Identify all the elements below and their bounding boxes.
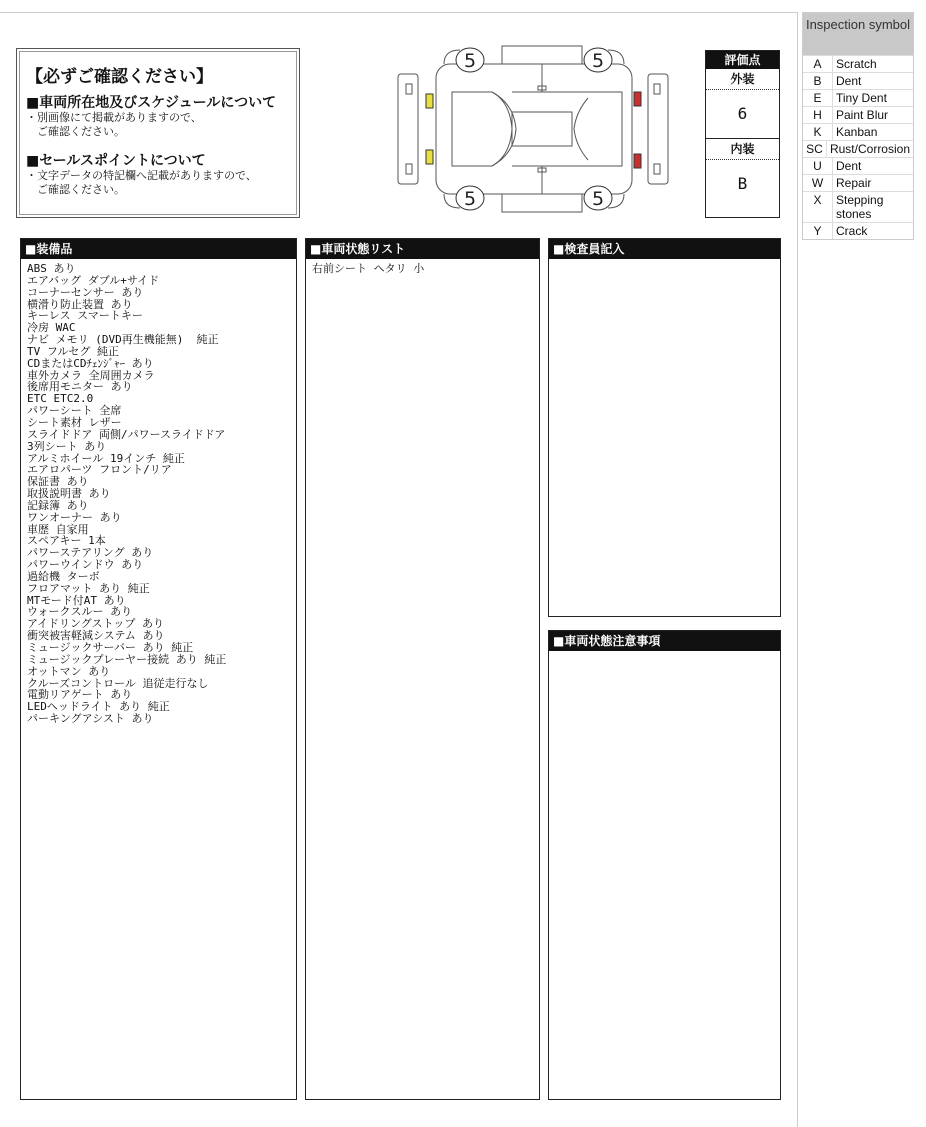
equipment-item: ABS あり xyxy=(27,262,76,275)
equipment-item: パーキングアシスト あり xyxy=(27,712,154,726)
equipment-item: パワーシート 全席 xyxy=(27,404,122,418)
legend-code: U xyxy=(803,158,833,174)
car-rear-bumper xyxy=(648,74,668,184)
legend-rows xyxy=(803,55,913,239)
legend-row xyxy=(803,123,913,140)
legend-code: SC xyxy=(803,141,827,157)
equipment-item: 記録簿 あり xyxy=(27,498,89,512)
legend-code: H xyxy=(803,107,833,123)
notice-inner xyxy=(19,51,297,215)
legend-label: Stepping stones xyxy=(836,193,884,221)
equipment-item: コーナーセンサー あり xyxy=(27,285,144,299)
equipment-item: 横滑り防止装置 あり xyxy=(27,297,133,311)
exterior-label: 外装 xyxy=(706,69,779,90)
damage-mark-4: 5 xyxy=(591,188,605,210)
legend-code: A xyxy=(803,56,833,72)
equipment-item: 取扱説明書 あり xyxy=(27,487,111,501)
legend-row xyxy=(803,174,913,191)
inspection-symbol-legend xyxy=(802,12,914,240)
legend-code: E xyxy=(803,90,833,106)
equipment-item: 保証書 あり xyxy=(27,475,89,489)
equipment-item: エアロパーツ フロント/リア xyxy=(27,463,172,477)
caution-header: ■車両状態注意事項 xyxy=(549,631,780,651)
legend-code: X xyxy=(803,192,833,222)
car-body-outline xyxy=(436,64,632,194)
car-front-detail-bottom xyxy=(406,164,412,174)
car-front-detail-top xyxy=(406,84,412,94)
equipment-item: フロアマット あり 純正 xyxy=(27,581,150,595)
equipment-item: エアバッグ ダブル+サイド xyxy=(27,273,160,287)
equipment-item: ワンオーナー あり xyxy=(27,510,122,524)
interior-grade: B xyxy=(737,174,748,193)
notice-title: 【必ずご確認ください】 xyxy=(26,67,213,87)
car-rear-deck xyxy=(588,92,622,166)
notice-salespoint-heading: ■セールスポイントについて xyxy=(26,153,206,169)
equipment-item: パワーウインドウ あり xyxy=(27,558,144,572)
equipment-item: ミュージックサーバー あり 純正 xyxy=(27,641,194,654)
legend-label: Dent xyxy=(836,74,862,88)
notice-location-line1: ・別画像にて掲載がありますので、 xyxy=(26,111,202,124)
front-right-light-marker xyxy=(426,150,433,164)
equipment-item: ミュージックプレーヤー接続 あり 純正 xyxy=(27,652,227,666)
equipment-panel xyxy=(20,238,297,1100)
condition-list xyxy=(306,259,539,279)
equipment-item: ETC ETC2.0 xyxy=(27,392,94,406)
equipment-item: TV フルセグ 純正 xyxy=(27,344,120,358)
legend-label: Dent xyxy=(836,159,862,173)
equipment-item: 車外カメラ 全周囲カメラ xyxy=(27,368,155,382)
equipment-item: キーレス スマートキー xyxy=(27,309,143,323)
legend-label: Repair xyxy=(836,176,872,190)
legend-row xyxy=(803,55,913,72)
car-roof-top-panel xyxy=(502,46,582,64)
inspector-notes-panel xyxy=(548,238,781,617)
legend-header: Inspection symbol xyxy=(803,13,913,55)
equipment-item: クルーズコントロール 追従走行なし xyxy=(27,676,209,690)
equipment-item: CDまたはCDﾁｪﾝｼﾞｬｰ あり xyxy=(27,356,154,370)
front-left-light-marker xyxy=(426,94,433,108)
equipment-item: 過給機 ターボ xyxy=(27,569,100,583)
legend-label: Crack xyxy=(836,224,868,238)
legend-row xyxy=(803,140,913,157)
damage-mark-1: 5 xyxy=(463,50,477,72)
rating-box xyxy=(705,50,780,218)
notice-location-line2: ご確認ください。 xyxy=(26,125,125,138)
equipment-header: ■装備品 xyxy=(21,239,296,259)
equipment-item: スペアキー 1本 xyxy=(27,534,106,548)
rating-header: 評価点 xyxy=(706,51,779,69)
equipment-item: ナビ メモリ (DVD再生機能無) 純正 xyxy=(27,333,219,347)
equipment-item: アイドリングストップ あり xyxy=(27,617,164,631)
legend-row xyxy=(803,106,913,123)
notice-location-heading: ■車両所在地及びスケジュールについて xyxy=(26,95,277,111)
legend-row xyxy=(803,157,913,174)
equipment-item: MTモード付AT あり xyxy=(27,593,126,607)
notice-salespoint-line2: ご確認ください。 xyxy=(26,183,125,196)
condition-list-header: ■車両状態リスト xyxy=(306,239,539,259)
legend-code: Y xyxy=(803,223,833,239)
equipment-item: 冷房 WAC xyxy=(27,321,76,335)
equipment-item: 3列シート あり xyxy=(27,439,107,453)
car-rear-window xyxy=(574,98,588,160)
condition-item: 右前シート ヘタリ 小 xyxy=(312,262,425,275)
equipment-item: パワーステアリング あり xyxy=(27,546,154,560)
equipment-item: アルミホイール 19インチ 純正 xyxy=(27,451,185,465)
legend-label: Scratch xyxy=(836,57,877,71)
condition-list-panel xyxy=(305,238,540,1100)
interior-label: 内装 xyxy=(706,138,779,160)
equipment-list xyxy=(21,259,296,729)
equipment-item: LEDヘッドライト あり 純正 xyxy=(27,700,170,714)
legend-code: W xyxy=(803,175,833,191)
legend-row xyxy=(803,222,913,239)
rear-left-light-marker xyxy=(634,92,641,106)
damage-mark-3: 5 xyxy=(463,188,477,210)
equipment-item: シート素材 レザー xyxy=(27,415,122,429)
car-roof-bottom-panel xyxy=(502,194,582,212)
legend-row xyxy=(803,191,913,222)
car-roof xyxy=(512,112,572,146)
rear-right-light-marker xyxy=(634,154,641,168)
legend-label: Kanban xyxy=(836,125,878,139)
equipment-item: 電動リアゲート あり xyxy=(27,688,133,702)
legend-row xyxy=(803,89,913,106)
legend-label: Rust/Corrosion xyxy=(829,142,910,156)
notice-salespoint-line1: ・文字データの特記欄へ記載がありますので、 xyxy=(26,169,257,182)
car-outline-svg xyxy=(392,42,674,216)
damage-mark-2: 5 xyxy=(591,50,605,72)
legend-row xyxy=(803,72,913,89)
legend-label: Tiny Dent xyxy=(836,91,887,105)
car-rear-detail-top xyxy=(654,84,660,94)
equipment-item: スライドドア 両側/パワースライドドア xyxy=(27,427,226,441)
legend-code: K xyxy=(803,124,833,140)
car-front-bumper xyxy=(398,74,418,184)
legend-label: Paint Blur xyxy=(836,108,889,122)
caution-panel xyxy=(548,630,781,1100)
equipment-item: 衝突被害軽減システム あり xyxy=(27,629,165,643)
notice-box xyxy=(16,48,300,218)
inspector-notes-header: ■検査員記入 xyxy=(549,239,780,259)
car-damage-diagram xyxy=(392,42,674,216)
car-rear-detail-bottom xyxy=(654,164,660,174)
car-hood xyxy=(452,92,512,166)
equipment-item: ウォークスルー あり xyxy=(27,605,133,619)
equipment-item: 後席用モニター あり xyxy=(27,380,133,394)
legend-code: B xyxy=(803,73,833,89)
equipment-item: 車歴 自家用 xyxy=(27,522,89,536)
equipment-item: オットマン あり xyxy=(27,664,111,678)
exterior-grade: 6 xyxy=(737,104,748,123)
